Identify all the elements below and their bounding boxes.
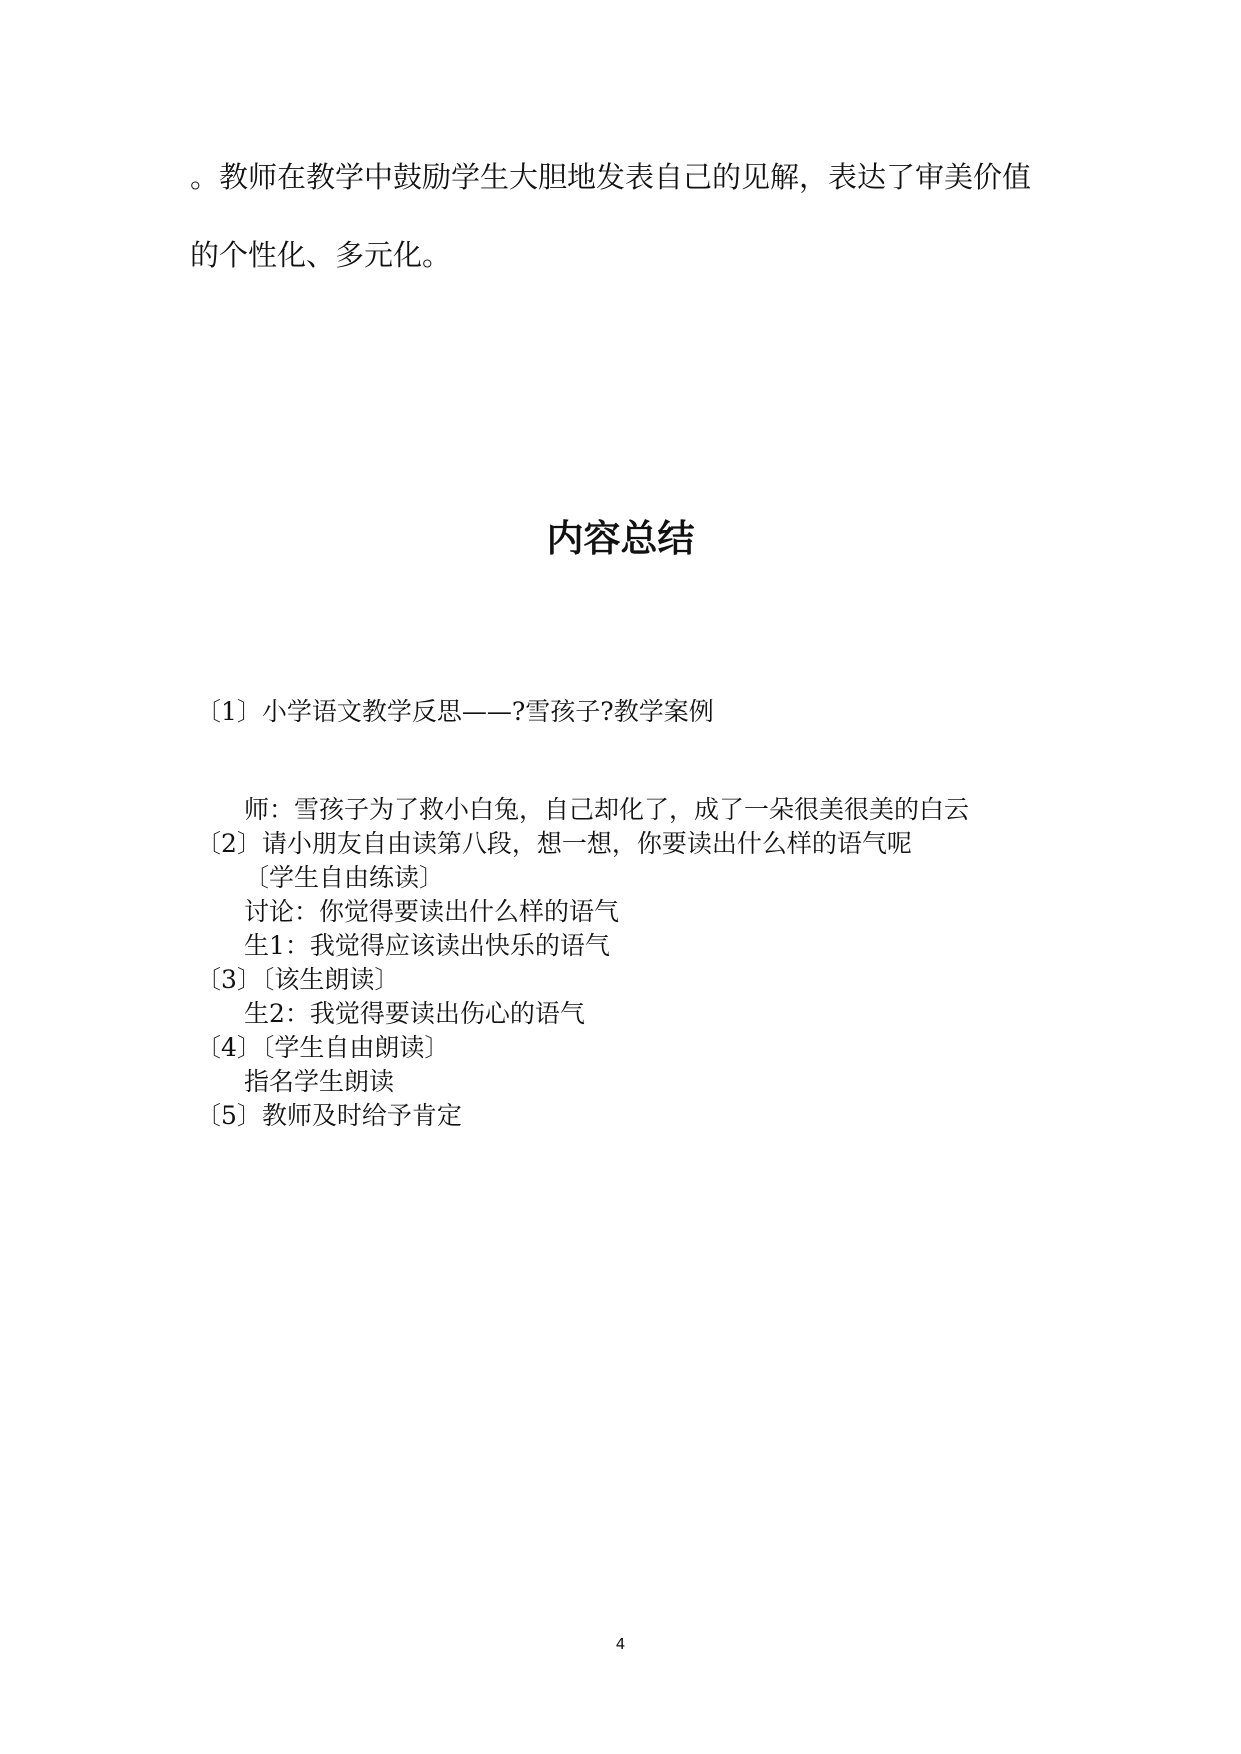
summary-line-4: 〔学生自由练读〕: [244, 863, 445, 892]
summary-line-7: 〔3〕〔该生朗读〕: [196, 965, 400, 994]
summary-line-1: 〔1〕小学语文教学反思——?雪孩子?教学案例: [196, 697, 714, 726]
summary-line-5: 讨论：你觉得要读出什么样的语气: [244, 897, 620, 926]
summary-line-8: 生2：我觉得要读出伤心的语气: [244, 999, 585, 1028]
page-number: 4: [615, 1635, 626, 1653]
section-title: 内容总结: [546, 517, 695, 560]
summary-line-11: 〔5〕教师及时给予肯定: [196, 1101, 462, 1130]
body-paragraph-line-2: 的个性化、多元化。: [190, 238, 452, 272]
summary-line-9: 〔4〕〔学生自由朗读〕: [196, 1033, 450, 1062]
summary-line-10: 指名学生朗读: [244, 1067, 395, 1096]
summary-line-6: 生1：我觉得应该读出快乐的语气: [244, 931, 610, 960]
summary-line-3: 〔2〕请小朋友自由读第八段，想一想，你要读出什么样的语气呢: [196, 829, 912, 858]
summary-line-2: 师：雪孩子为了救小白兔，自己却化了，成了一朵很美很美的白云: [244, 795, 970, 824]
body-paragraph-line-1: 。教师在教学中鼓励学生大胆地发表自己的见解，表达了审美价值: [190, 160, 1032, 194]
